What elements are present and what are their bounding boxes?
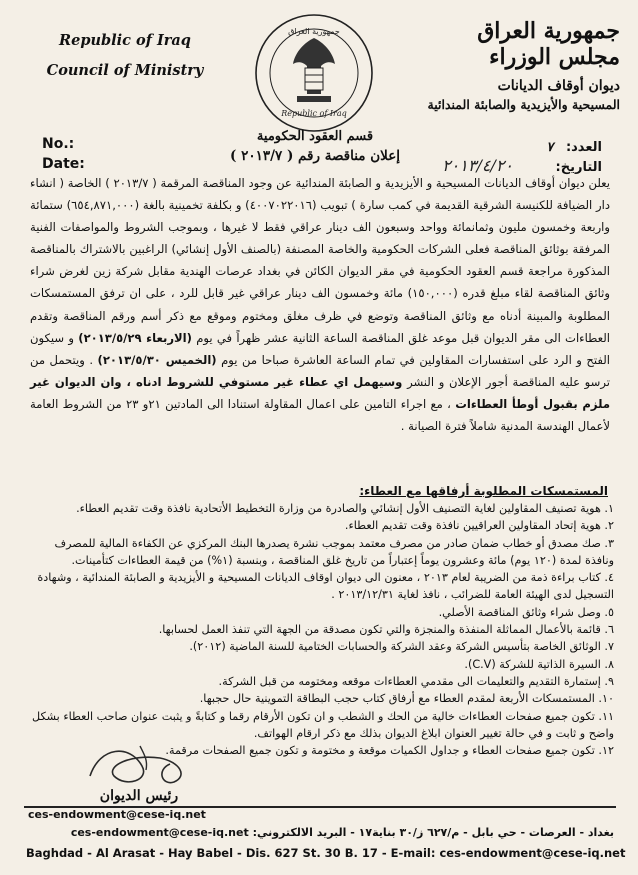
footer-email: ces-endowment@cese-iq.net — [28, 808, 206, 821]
tender-number: إعلان مناقصة رقم ( ٢٠١٣/٧ ) — [229, 148, 401, 164]
department-name: قسم العقود الحكومية — [256, 129, 374, 144]
reference-number-label: No.: — [42, 136, 75, 152]
body-paragraph-4: ، مع اجراء التامين على اعمال المقاولة استنادا الى المادتين ٢١و ٢٣ من الشروط العامة لأعمال الهندسة المدنية شاملاً فترة الصيانة . — [30, 396, 610, 434]
requirement-item: ٣. صك مصدق أو خطاب ضمان صادر من مصرف معتمد بموجب نشرة يصدرها البنك المركزي عن الكفاءة المالية للمصرف ونافذة لمدة (١٢٠ يوم) مائة وعشرون يوماً إعتباراً من تاريخ غلق المناقصة ، وبنسبة (١%) من قيمة العطاءات كتأمينات. — [54, 536, 614, 567]
announcement-body — [30, 172, 610, 437]
announcement-title — [200, 128, 430, 166]
requirement-item: ٥. وصل شراء وثائق المناقصة الأصلي. — [438, 605, 614, 619]
requirement-item: ٩. إستمارة التقديم والتعليمات الى مقدمي العطاءات موقعه ومختومه من قبل الشركة. — [218, 674, 614, 688]
body-paragraph-1: يعلن ديوان أوقاف الديانات المسيحية و الأيزيدية و الصابئة المندائية عن وجود المناقصة المرقمة ( ٢٠١٣/٧ ) الخاصة ( انشاء دار الضيافة للكنيسة الشرقية القديمة في كمب سارة ) تبويب (٤٠٠٧٠٢٢٠١٦) و بكلفة تخمينية بالغة (٦٥٤,٨٧١,٠٠٠) ستمائة واربعة وخمسون مليون وثمانمائة وواحد وسبعون الف دينار عراقي فقط لا غيرها ، وبموجب الشروط والمواصفات الفنية المرفقة بوثائق المناقصة فعلى الشركات الحكومية والخاصة المصنفة (بالصنف الأول إنشائي) الراغبين بالاشتراك بالمناقصة المذكورة مراجعة قسم العقود الحكومية في مقر الديوان الكائن في بغداد عرصات الهندية مقابل شركة زين لغرض شراء وثائق المناقصة لقاء مبلغ قدره (١٥٠,٠٠٠) مائة وخمسون الف دينار عراقي غير قابل للرد ، على ان ترفق المستمسكات المطلوبة والمبينة أدناه مع وثائق المناقصة وتوضع في ظرف مغلق ومختوم وموقع مع ذكر أسم ورقم المناقصة وتقدم العطاءات الى مقر الديوان قبل موعد غلق المناقصة الساعة الثانية عشر ظهراً في يوم — [30, 176, 611, 345]
requirement-item: ١٠. المستمسكات الأربعة لمقدم العطاء مع أرفاق كتاب حجب البطاقة التموينية حال حجبها. — [199, 692, 614, 706]
requirement-item: ٤. كتاب براءة ذمة من الضريبة لعام ٢٠١٣ ، معنون الى ديوان اوقاف الديانات المسيحية و الأيزيدية و الصابئة المندائية ، وشهادة التسجيل لدى الهيئة العامة للضرائب ، نافذ لغاية ٢٠١٣/١٢/٣١ . — [37, 571, 614, 602]
footer-address-arabic: بغداد - العرصات - حي بابل - م/٦٢٧ ز/٣٠ بناية١٧ - البريد الالكتروني: ces-endowment@cese-iq.net — [70, 826, 614, 839]
arabic-letterhead-line4: المسيحية والأيزيدية والصابئة المندائية — [427, 97, 620, 112]
requirement-item: ٢. هوية إتحاد المقاولين العراقيين نافذة وقت تقديم العطاء. — [344, 519, 614, 533]
arabic-number-value: ٧ — [546, 140, 554, 155]
english-letterhead — [40, 26, 210, 86]
arabic-letterhead-line2: مجلس الوزراء — [489, 44, 620, 70]
seal-arabic-text: جمهورية العراق — [288, 27, 340, 36]
arabic-number-label: العدد: — [565, 140, 602, 155]
requirements-list — [24, 500, 614, 759]
requirement-item: ١٢. تكون جميع صفحات العطاء و جداول الكميات موقعة و مختومة و تكون جميع الصفحات مرقمة. — [165, 744, 614, 758]
handwritten-date: ٢٠١٣/٤/٢٠ — [442, 156, 513, 175]
arabic-letterhead-line3: ديوان أوقاف الديانات — [497, 78, 620, 94]
signatory-title: رئيس الديوان — [99, 788, 179, 804]
arabic-number-field — [546, 140, 602, 155]
footer-address-english: Baghdad - Al Arasat - Hay Babel - Dis. 627 St. 30 B. 17 - E-mail: ces-endowment@cese-iq.net — [26, 846, 626, 860]
reference-date-label: Date: — [42, 156, 85, 172]
requirements-heading: المستمسكات المطلوبة أرفاقها مع العطاء: — [359, 484, 608, 498]
english-letterhead-line2: Council of Ministry — [46, 62, 204, 79]
requirement-item: ٧. الوثائق الخاصة بتأسيس الشركة وعقد الشركة والحسابات الختامية للسنة الماضية (٢٠١٢). — [189, 640, 614, 654]
body-paragraph-2: و سيكون الفتح و الرد على استفسارات المقاولين في تمام الساعة العاشرة صباحا من يوم — [30, 330, 611, 367]
arabic-letterhead-line1: جمهورية العراق — [477, 18, 620, 44]
requirement-item: ٦. قائمة بالأعمال المماثلة المنفذة والمنجزة والتي تكون مصدقة من الجهة التي تنفذ العمل لحسابها. — [158, 623, 614, 637]
republic-of-iraq-seal — [253, 12, 375, 134]
requirement-item: ١. هوية تصنيف المقاولين لغاية التصنيف الأول إنشائي والصادرة من وزارة التخطيط الأتحادية نافذة وقت تقديم العطاء. — [76, 502, 614, 515]
disclaimer-note: وسيهمل اي عطاء غير مستوفي للشروط ادناه ، وان الديوان غير ملزم بقبول أوطأ العطاءات — [30, 374, 610, 411]
requirement-item: ٨. السيرة الذاتية للشركة (C.V). — [464, 657, 614, 671]
arabic-letterhead — [400, 18, 620, 114]
requirement-item: ١١. تكون جميع صفحات العطاءات خالية من الحك و الشطب و ان تكون الأرقام رقما و كتابةً و يثبت عنوان صاحب العطاء بشكل واضح و ثابت و في حالة تغيير العنوان ابلاغ الديوان بذلك مع ذكر ارقام الهواتف. — [32, 709, 614, 740]
english-letterhead-line1: Republic of Iraq — [59, 32, 191, 49]
answer-date: (الخميس ٢٠١٣/٥/٣٠) — [97, 352, 217, 367]
arabic-date-label: التاريخ: — [555, 160, 602, 175]
seal-english-text: Republic of Iraq — [281, 109, 347, 118]
handwritten-signature — [70, 736, 210, 796]
closing-date: (الاربعاء ٢٠١٣/٥/٢٩) — [78, 330, 192, 345]
body-paragraph-3: . ويتحمل من ترسو عليه المناقصة أجور الإعلان و النشر — [30, 352, 610, 389]
